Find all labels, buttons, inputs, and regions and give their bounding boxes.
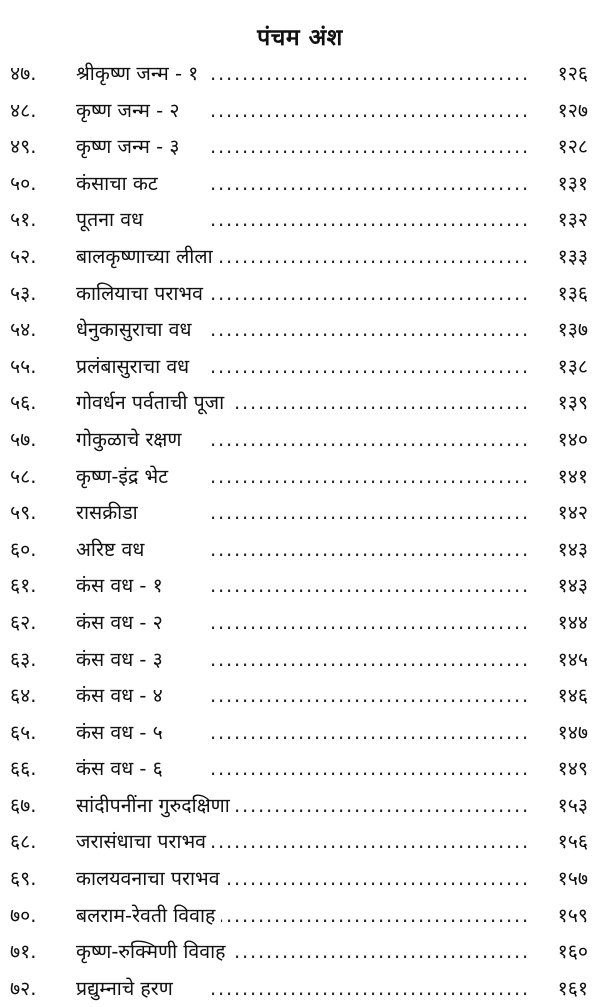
toc-entry: [0, 788, 600, 825]
toc-entry: [0, 715, 600, 752]
dot-leader: [210, 938, 534, 966]
page-number: १२७: [530, 97, 588, 125]
chapter-number: ७२.: [10, 976, 37, 1000]
chapter-number: ६७.: [10, 793, 37, 817]
section-heading: पंचम अंश: [257, 25, 343, 51]
toc-entry: [0, 971, 600, 1007]
page-number: १२८: [530, 133, 588, 161]
chapter-title: कालयवनाचा पराभव: [76, 865, 226, 893]
chapter-number: ५५.: [10, 354, 37, 378]
toc-entry: [0, 495, 600, 532]
page-number: १३३: [530, 243, 588, 271]
chapter-title: श्रीकृष्ण जन्म - १: [76, 60, 204, 88]
page-number: १३१: [530, 170, 588, 198]
chapter-title: कृष्ण जन्म - ३: [76, 133, 185, 161]
dot-leader: [210, 426, 534, 454]
chapter-title: अरिष्ट वध: [76, 536, 150, 564]
chapter-number: ५९.: [10, 501, 37, 525]
chapter-title: बलराम-रेवती विवाह: [76, 902, 221, 930]
toc-entry: [0, 276, 600, 313]
toc-entry: [0, 422, 600, 459]
chapter-title: बालकृष्णाच्या लीला: [76, 243, 219, 271]
toc-entry: [0, 459, 600, 496]
dot-leader: [210, 719, 534, 747]
chapter-title: कंस वध - ३: [76, 646, 169, 674]
dot-leader: [210, 682, 534, 710]
chapter-title: कंस वध - ५: [76, 719, 169, 747]
toc-entry: [0, 605, 600, 642]
page-number: १३२: [530, 206, 588, 234]
chapter-number: ५७.: [10, 427, 37, 451]
dot-leader: [210, 609, 534, 637]
chapter-title: प्रलंबासुराचा वध: [76, 353, 195, 381]
page-number: १२६: [530, 60, 588, 88]
dot-leader: [210, 389, 534, 417]
dot-leader: [210, 646, 534, 674]
table-of-contents: [0, 56, 600, 1007]
chapter-number: ६८.: [10, 830, 37, 854]
page-number: १३८: [530, 353, 588, 381]
dot-leader: [210, 499, 534, 527]
toc-entry: [0, 678, 600, 715]
page-number: १५९: [530, 902, 588, 930]
dot-leader: [210, 133, 534, 161]
chapter-title: कृष्ण-रुक्मिणी विवाह: [76, 938, 231, 966]
toc-entry: [0, 751, 600, 788]
chapter-number: ७०.: [10, 903, 37, 927]
page-number: १४४: [530, 609, 588, 637]
page-number: १४५: [530, 646, 588, 674]
dot-leader: [210, 206, 534, 234]
page-number: १३६: [530, 280, 588, 308]
dot-leader: [210, 792, 534, 820]
chapter-title: कंस वध - ६: [76, 755, 169, 783]
chapter-number: ६९.: [10, 867, 37, 891]
chapter-number: ६५.: [10, 720, 37, 744]
toc-entry: [0, 166, 600, 203]
dot-leader: [210, 865, 534, 893]
dot-leader: [210, 97, 534, 125]
chapter-number: ५६.: [10, 391, 37, 415]
page-number: १४६: [530, 682, 588, 710]
toc-entry: [0, 385, 600, 422]
page-number: १५७: [530, 865, 588, 893]
toc-entry: [0, 898, 600, 935]
dot-leader: [210, 828, 534, 856]
toc-entry: [0, 824, 600, 861]
chapter-number: ४७.: [10, 62, 37, 85]
dot-leader: [210, 463, 534, 491]
dot-leader: [210, 280, 534, 308]
toc-entry: [0, 239, 600, 276]
page-number: १३९: [530, 389, 588, 417]
dot-leader: [210, 316, 534, 344]
toc-entry: [0, 312, 600, 349]
chapter-title: धेनुकासुराचा वध: [76, 316, 198, 344]
chapter-title: कंस वध - ४: [76, 682, 169, 710]
toc-entry: [0, 568, 600, 605]
chapter-title: प्रद्युम्नाचे हरण: [76, 975, 179, 1003]
page-number: १४०: [530, 426, 588, 454]
chapter-number: ५०.: [10, 171, 37, 195]
chapter-title: कंस वध - १: [76, 572, 169, 600]
page-number: १६०: [530, 938, 588, 966]
chapter-number: ५८.: [10, 464, 37, 488]
dot-leader: [210, 353, 534, 381]
toc-entry: [0, 934, 600, 971]
toc-entry: [0, 349, 600, 386]
toc-entry: [0, 129, 600, 166]
chapter-number: ५३.: [10, 281, 37, 305]
dot-leader: [210, 536, 534, 564]
dot-leader: [210, 170, 534, 198]
page-number: १३७: [530, 316, 588, 344]
chapter-number: ७१.: [10, 940, 37, 964]
page-number: १४१: [530, 463, 588, 491]
chapter-number: ६४.: [10, 684, 37, 708]
dot-leader: [210, 243, 534, 271]
chapter-number: ५१.: [10, 208, 37, 232]
chapter-title: गोकुळाचे रक्षण: [76, 426, 188, 454]
chapter-number: ६६.: [10, 757, 37, 781]
toc-entry: [0, 93, 600, 130]
chapter-title: कालियाचा पराभव: [76, 280, 209, 308]
chapter-title: कंस वध - २: [76, 609, 169, 637]
chapter-number: ४९.: [10, 135, 37, 159]
page-number: १५६: [530, 828, 588, 856]
chapter-title: कृष्ण जन्म - २: [76, 97, 185, 125]
chapter-number: ६०.: [10, 537, 37, 561]
dot-leader: [210, 572, 534, 600]
page-number: १६१: [530, 975, 588, 1003]
toc-entry: [0, 861, 600, 898]
dot-leader: [210, 60, 534, 88]
chapter-title: कंसाचा कट: [76, 170, 164, 198]
dot-leader: [210, 902, 534, 930]
page-number: १४३: [530, 572, 588, 600]
chapter-number: ६२.: [10, 610, 37, 634]
chapter-number: ६१.: [10, 574, 37, 598]
dot-leader: [210, 755, 534, 783]
chapter-title: सांदीपनींना गुरुदक्षिणा: [76, 792, 236, 820]
chapter-title: गोवर्धन पर्वताची पूजा: [76, 389, 230, 417]
page-number: १४२: [530, 499, 588, 527]
toc-entry: [0, 642, 600, 679]
toc-entry: [0, 56, 600, 93]
chapter-title: पूतना वध: [76, 206, 149, 234]
page-number: १४३: [530, 536, 588, 564]
chapter-number: ६३.: [10, 647, 37, 671]
chapter-number: ५४.: [10, 318, 37, 342]
toc-entry: [0, 202, 600, 239]
chapter-title: रासक्रीडा: [76, 499, 144, 527]
page-number: १४९: [530, 755, 588, 783]
page-number: १५३: [530, 792, 588, 820]
chapter-title: कृष्ण-इंद्र भेट: [76, 463, 174, 491]
chapter-number: ५२.: [10, 244, 37, 268]
page-number: १४७: [530, 719, 588, 747]
toc-entry: [0, 532, 600, 569]
chapter-number: ४८.: [10, 98, 37, 122]
chapter-title: जरासंधाचा पराभव: [76, 828, 212, 856]
